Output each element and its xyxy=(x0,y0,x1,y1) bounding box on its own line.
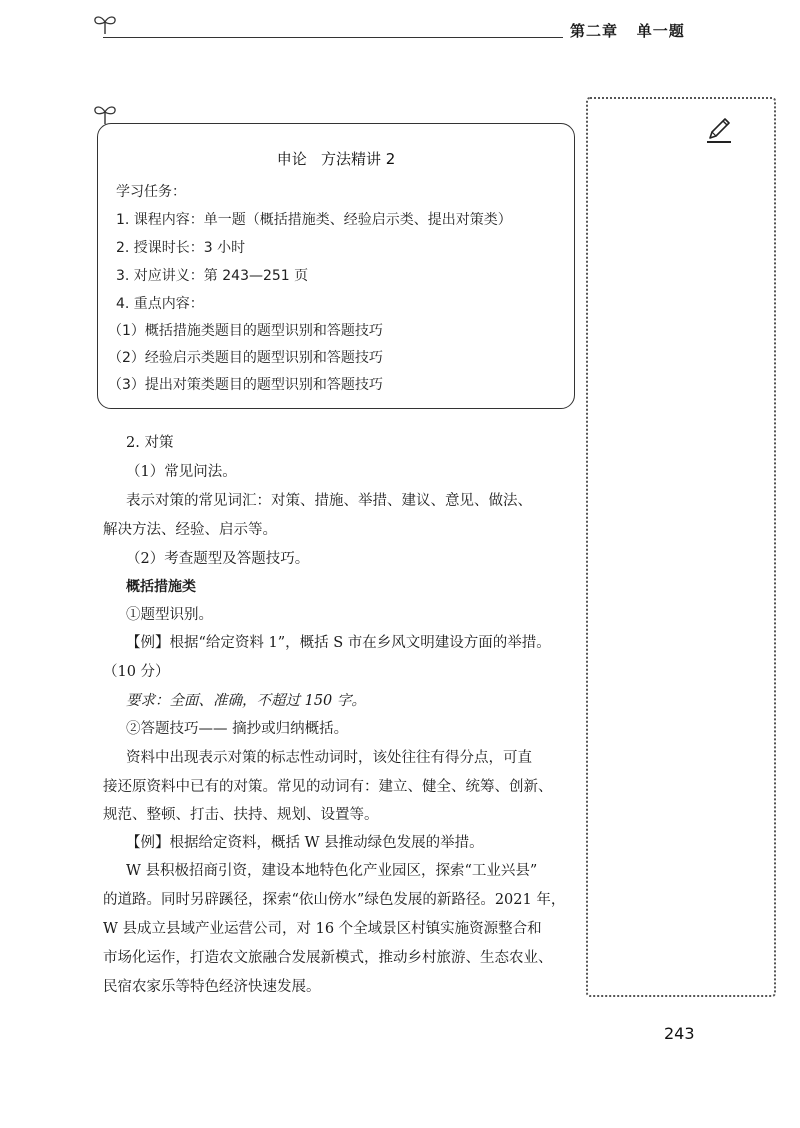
section-heading: 2. 对策 xyxy=(126,435,174,451)
page-number: 243 xyxy=(664,1024,695,1043)
section-label: 单一题 xyxy=(636,22,685,40)
header-rule xyxy=(103,37,563,38)
paragraph-line: W 县积极招商引资，建设本地特色化产业园区，探索“工业兴县” xyxy=(126,863,538,879)
card-line: 4. 重点内容： xyxy=(116,296,204,312)
card-line: （1）概括措施类题目的题型识别和答题技巧 xyxy=(108,323,383,339)
chapter-header xyxy=(570,20,685,41)
paragraph-line: W 县成立县域产业运营公司，对 16 个全域景区村镇实施资源整合和 xyxy=(103,921,542,937)
subheading: （1）常见问法。 xyxy=(126,464,237,480)
list-item: ①题型识别。 xyxy=(126,607,213,623)
paragraph-line: 接还原资料中已有的对策。常见的动词有：建立、健全、统筹、创新、 xyxy=(103,779,553,795)
sprout-icon xyxy=(92,12,118,36)
example-line: 【例】根据“给定资料 1”，概括 S 市在乡风文明建设方面的举措。 xyxy=(126,635,551,651)
card-line: （3）提出对策类题目的题型识别和答题技巧 xyxy=(108,377,383,393)
paragraph-line: 表示对策的常见词汇：对策、措施、举措、建议、意见、做法、 xyxy=(126,493,532,509)
example-line: 【例】根据给定资料，概括 W 县推动绿色发展的举措。 xyxy=(126,835,484,851)
paragraph-line: 规范、整顿、打击、扶持、规划、设置等。 xyxy=(103,807,379,823)
paragraph-line: 资料中出现表示对策的标志性动词时，该处往往有得分点，可直 xyxy=(126,750,532,766)
card-line: （2）经验启示类题目的题型识别和答题技巧 xyxy=(108,350,383,366)
requirement-line: 要求：全面、准确，不超过 150 字。 xyxy=(126,693,366,709)
card-line: 3. 对应讲义：第 243—251 页 xyxy=(116,268,309,284)
card-line: 2. 授课时长：3 小时 xyxy=(116,240,246,256)
example-line: （10 分） xyxy=(103,664,170,680)
chapter-label: 第二章 xyxy=(570,22,619,40)
bold-title: 概括措施类 xyxy=(126,579,196,595)
notes-area xyxy=(586,97,776,997)
card-title: 申论 方法精讲 2 xyxy=(276,150,396,168)
paragraph-line: 解决方法、经验、启示等。 xyxy=(103,522,277,538)
pencil-icon xyxy=(704,116,734,146)
list-item: ②答题技巧—— 摘抄或归纳概括。 xyxy=(126,721,349,737)
paragraph-line: 市场化运作，打造农文旅融合发展新模式，推动乡村旅游、生态农业、 xyxy=(103,950,553,966)
paragraph-line: 民宿农家乐等特色经济快速发展。 xyxy=(103,979,321,995)
subheading: （2）考查题型及答题技巧。 xyxy=(126,551,310,567)
card-line: 学习任务： xyxy=(116,184,186,200)
card-line: 1. 课程内容：单一题（概括措施类、经验启示类、提出对策类） xyxy=(116,212,512,228)
paragraph-line: 的道路。同时另辟蹊径，探索“依山傍水”绿色发展的新路径。2021 年， xyxy=(103,892,566,908)
